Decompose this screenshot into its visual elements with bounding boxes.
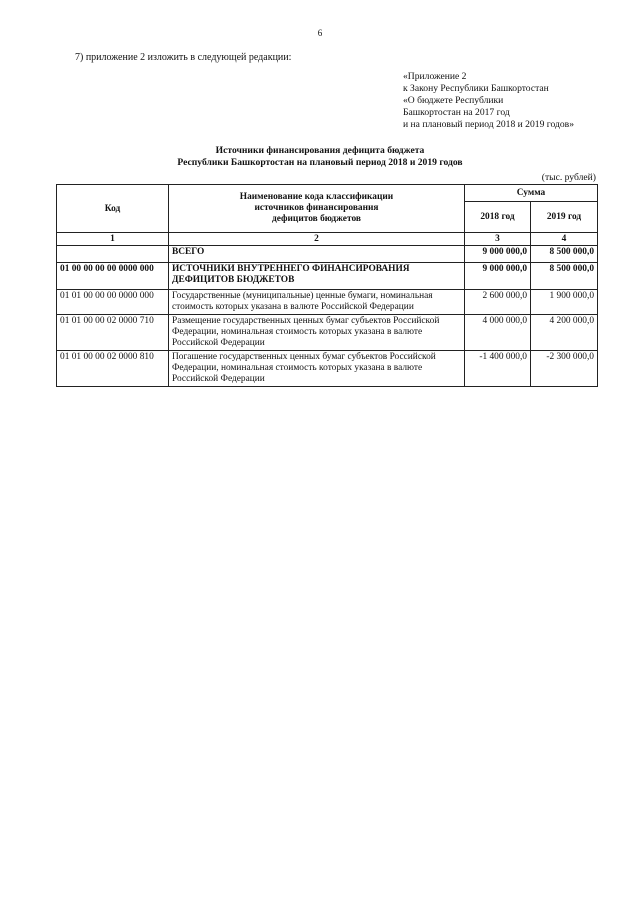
header-code: Код bbox=[57, 185, 169, 233]
row-code: 01 01 00 00 00 0000 000 bbox=[57, 290, 169, 315]
table-header-row bbox=[57, 185, 598, 202]
column-number: 4 bbox=[531, 233, 598, 246]
title-line: Республики Башкортостан на плановый период 2018 и 2019 годов bbox=[177, 157, 463, 168]
row-value-2018: 9 000 000,0 bbox=[465, 246, 531, 263]
column-number: 1 bbox=[57, 233, 169, 246]
table-row bbox=[57, 263, 598, 290]
row-code: 01 01 00 00 02 0000 710 bbox=[57, 315, 169, 351]
header-name-line: источников финансирования bbox=[254, 203, 379, 213]
header-sum: Сумма bbox=[465, 185, 598, 202]
table-row-total bbox=[57, 246, 598, 263]
units-label: (тыс. рублей) bbox=[541, 172, 596, 183]
row-value-2019: 4 200 000,0 bbox=[531, 315, 598, 351]
table-row bbox=[57, 315, 598, 351]
column-number: 2 bbox=[169, 233, 465, 246]
row-name: ВСЕГО bbox=[169, 246, 465, 263]
row-value-2019: 1 900 000,0 bbox=[531, 290, 598, 315]
column-number-row bbox=[57, 233, 598, 246]
row-value-2018: 2 600 000,0 bbox=[465, 290, 531, 315]
header-name-line: дефицитов бюджетов bbox=[272, 214, 361, 224]
annex-line: Башкортостан на 2017 год bbox=[403, 107, 510, 118]
title-line: Источники финансирования дефицита бюджета bbox=[215, 145, 425, 156]
column-number: 3 bbox=[465, 233, 531, 246]
annex-line: «Приложение 2 bbox=[403, 71, 467, 82]
document-title bbox=[0, 145, 640, 169]
table-row bbox=[57, 290, 598, 315]
row-code: 01 00 00 00 00 0000 000 bbox=[57, 263, 169, 290]
row-value-2019: 8 500 000,0 bbox=[531, 246, 598, 263]
financing-sources-table bbox=[56, 184, 598, 387]
annex-line: и на плановый период 2018 и 2019 годов» bbox=[403, 119, 574, 130]
annex-line: «О бюджете Республики bbox=[403, 95, 504, 106]
row-name: Государственные (муниципальные) ценные бумаги, номинальная стоимость которых указана в валюте Российской Федерации bbox=[169, 290, 465, 315]
row-value-2019: -2 300 000,0 bbox=[531, 351, 598, 387]
header-year-2018: 2018 год bbox=[465, 202, 531, 233]
page-number: 6 bbox=[317, 28, 323, 38]
header-year-2019: 2019 год bbox=[531, 202, 598, 233]
row-name: Погашение государственных ценных бумаг субъектов Российской Федерации, номинальная стоимость которых указана в валюте Российской Федерации bbox=[169, 351, 465, 387]
annex-line: к Закону Республики Башкортостан bbox=[403, 83, 549, 94]
row-name: Размещение государственных ценных бумаг субъектов Российской Федерации, номинальная стоимость которых указана в валюте Российской Федерации bbox=[169, 315, 465, 351]
row-name: ИСТОЧНИКИ ВНУТРЕННЕГО ФИНАНСИРОВАНИЯ ДЕФИЦИТОВ БЮДЖЕТОВ bbox=[169, 263, 465, 290]
row-value-2018: -1 400 000,0 bbox=[465, 351, 531, 387]
header-name bbox=[169, 185, 465, 233]
intro-paragraph: 7) приложение 2 изложить в следующей редакции: bbox=[75, 52, 292, 63]
row-value-2019: 8 500 000,0 bbox=[531, 263, 598, 290]
row-value-2018: 4 000 000,0 bbox=[465, 315, 531, 351]
row-code bbox=[57, 246, 169, 263]
row-value-2018: 9 000 000,0 bbox=[465, 263, 531, 290]
table-row bbox=[57, 351, 598, 387]
annex-reference bbox=[403, 71, 574, 131]
row-code: 01 01 00 00 02 0000 810 bbox=[57, 351, 169, 387]
header-name-line: Наименование кода классификации bbox=[239, 192, 394, 202]
